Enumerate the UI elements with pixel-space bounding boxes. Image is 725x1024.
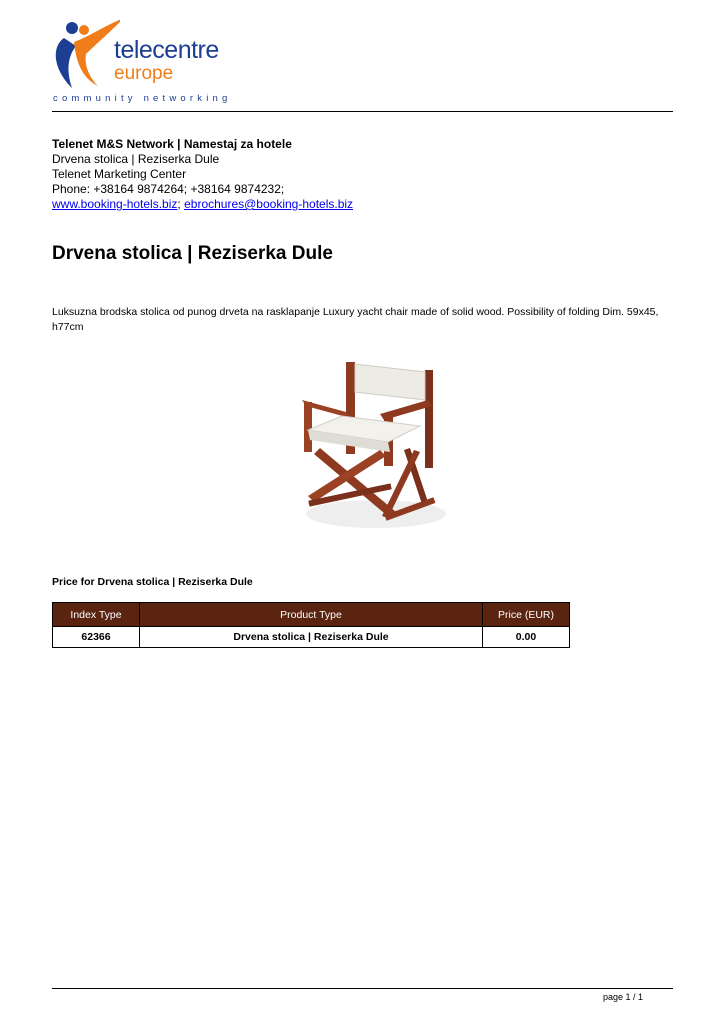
product-subtitle: Drvena stolica | Reziserka Dule [52, 152, 220, 166]
header-product-type: Product Type [140, 603, 483, 627]
cell-index: 62366 [53, 627, 140, 648]
contact-links [52, 197, 353, 212]
logo-tagline: community networking [53, 93, 232, 104]
organization-name: Telenet M&S Network | Namestaj za hotele [52, 137, 292, 151]
header-divider [52, 111, 673, 112]
link-separator: ; [177, 197, 181, 211]
contact-block [52, 137, 353, 212]
email-link[interactable]: ebrochures@booking-hotels.biz [184, 197, 354, 211]
cell-product: Drvena stolica | Reziserka Dule [140, 627, 483, 648]
price-heading: Price for Drvena stolica | Reziserka Dule [52, 576, 253, 588]
price-table [52, 602, 570, 648]
folding-chair-image [280, 356, 450, 530]
telecentre-logo [50, 16, 230, 108]
phone-numbers: Phone: +38164 9874264; +38164 9874232; [52, 182, 285, 196]
logo-word-europe: europe [114, 63, 174, 84]
page-title: Drvena stolica | Reziserka Dule [52, 243, 333, 264]
product-description: Luksuzna brodska stolica od punog drveta na rasklapanje Luxury yacht chair made of solid wood. Possibility of folding Dim. 59x45, h77cm [52, 306, 659, 333]
logo-word-telecentre: telecentre [114, 36, 219, 64]
cell-price: 0.00 [483, 627, 570, 648]
page-number: page 1 / 1 [602, 992, 643, 1002]
footer-divider [52, 988, 673, 989]
product-image [280, 356, 450, 530]
header-index-type: Index Type [53, 603, 140, 627]
price-table-header [53, 603, 570, 627]
telecentre-logo-icon [50, 16, 120, 94]
table-row [53, 627, 570, 648]
website-link[interactable]: www.booking-hotels.biz [52, 197, 178, 211]
header-price: Price (EUR) [483, 603, 570, 627]
marketing-center: Telenet Marketing Center [52, 167, 187, 181]
